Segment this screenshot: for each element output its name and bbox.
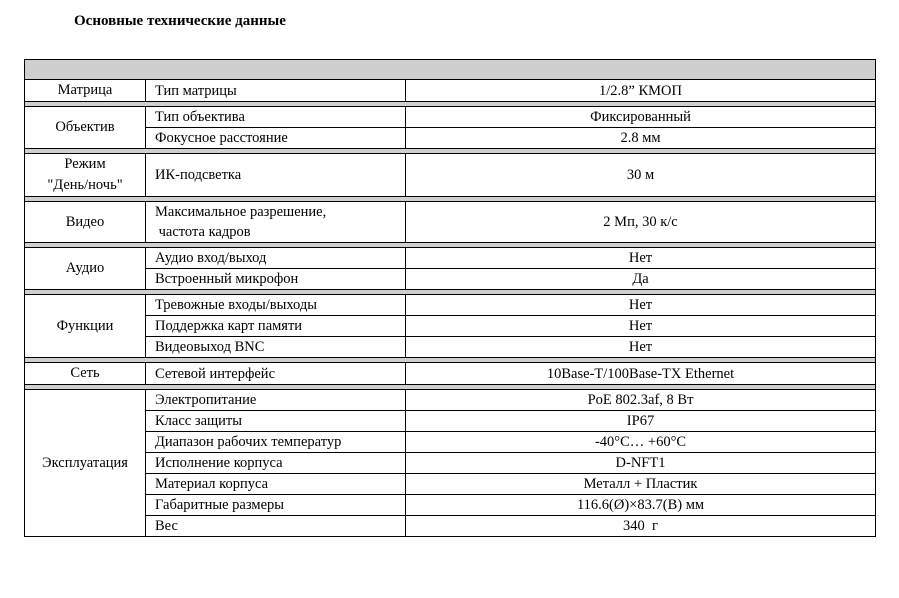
table-row	[25, 432, 876, 453]
value-cell: D-NFT1	[406, 453, 876, 474]
table-row	[25, 202, 876, 243]
table-row	[25, 337, 876, 358]
value-cell: Нет	[406, 316, 876, 337]
table-row	[25, 363, 876, 385]
table-row	[25, 128, 876, 149]
table-row	[25, 154, 876, 197]
category-cell: Эксплуатация	[25, 390, 146, 537]
param-line: Максимальное разрешение,	[155, 204, 327, 220]
value-cell: Да	[406, 269, 876, 290]
table-row	[25, 411, 876, 432]
table-row	[25, 453, 876, 474]
param-cell: Тревожные входы/выходы	[146, 295, 406, 316]
category-line: Режим	[64, 156, 106, 172]
table-row	[25, 269, 876, 290]
table-row	[25, 107, 876, 128]
table-row	[25, 474, 876, 495]
value-cell: 2 Мп, 30 к/с	[406, 202, 876, 243]
param-line: частота кадров	[155, 224, 251, 240]
param-cell: Материал корпуса	[146, 474, 406, 495]
param-cell: Тип матрицы	[146, 80, 406, 102]
value-cell: 2.8 мм	[406, 128, 876, 149]
param-cell: Аудио вход/выход	[146, 248, 406, 269]
table-row	[25, 516, 876, 537]
value-cell: 340 г	[406, 516, 876, 537]
param-cell: Видеовыход BNC	[146, 337, 406, 358]
table-row	[25, 495, 876, 516]
value-cell: IP67	[406, 411, 876, 432]
value-cell: 1/2.8” КМОП	[406, 80, 876, 102]
param-cell: Диапазон рабочих температур	[146, 432, 406, 453]
page-title: Основные технические данные	[74, 13, 286, 29]
category-cell: Видео	[25, 202, 146, 243]
param-cell: Фокусное расстояние	[146, 128, 406, 149]
value-cell: Фиксированный	[406, 107, 876, 128]
category-cell: Функции	[25, 295, 146, 358]
param-cell: Поддержка карт памяти	[146, 316, 406, 337]
param-cell: Электропитание	[146, 390, 406, 411]
category-line: "День/ночь"	[47, 177, 123, 193]
table-row	[25, 80, 876, 102]
value-cell: -40°C… +60°C	[406, 432, 876, 453]
value-cell: Нет	[406, 337, 876, 358]
table-row	[25, 295, 876, 316]
category-cell: Объектив	[25, 107, 146, 149]
value-cell: Нет	[406, 248, 876, 269]
value-cell: 10Base-T/100Base-TX Ethernet	[406, 363, 876, 385]
value-cell: 30 м	[406, 154, 876, 197]
category-cell: Аудио	[25, 248, 146, 290]
category-cell	[25, 154, 146, 197]
value-cell: Нет	[406, 295, 876, 316]
category-cell: Матрица	[25, 80, 146, 102]
value-cell: PoE 802.3af, 8 Вт	[406, 390, 876, 411]
param-cell: Габаритные размеры	[146, 495, 406, 516]
value-cell: 116.6(Ø)×83.7(В) мм	[406, 495, 876, 516]
param-cell: ИК-подсветка	[146, 154, 406, 197]
spec-table	[24, 59, 876, 537]
table-row	[25, 316, 876, 337]
value-cell: Металл + Пластик	[406, 474, 876, 495]
header-bar-cell	[25, 60, 876, 80]
param-cell: Исполнение корпуса	[146, 453, 406, 474]
table-row	[25, 390, 876, 411]
param-cell: Вес	[146, 516, 406, 537]
param-cell: Тип объектива	[146, 107, 406, 128]
param-cell: Встроенный микрофон	[146, 269, 406, 290]
table-row	[25, 248, 876, 269]
category-cell: Сеть	[25, 363, 146, 385]
param-cell	[146, 202, 406, 243]
param-cell: Сетевой интерфейс	[146, 363, 406, 385]
table-header-bar	[25, 60, 876, 80]
param-cell: Класс защиты	[146, 411, 406, 432]
